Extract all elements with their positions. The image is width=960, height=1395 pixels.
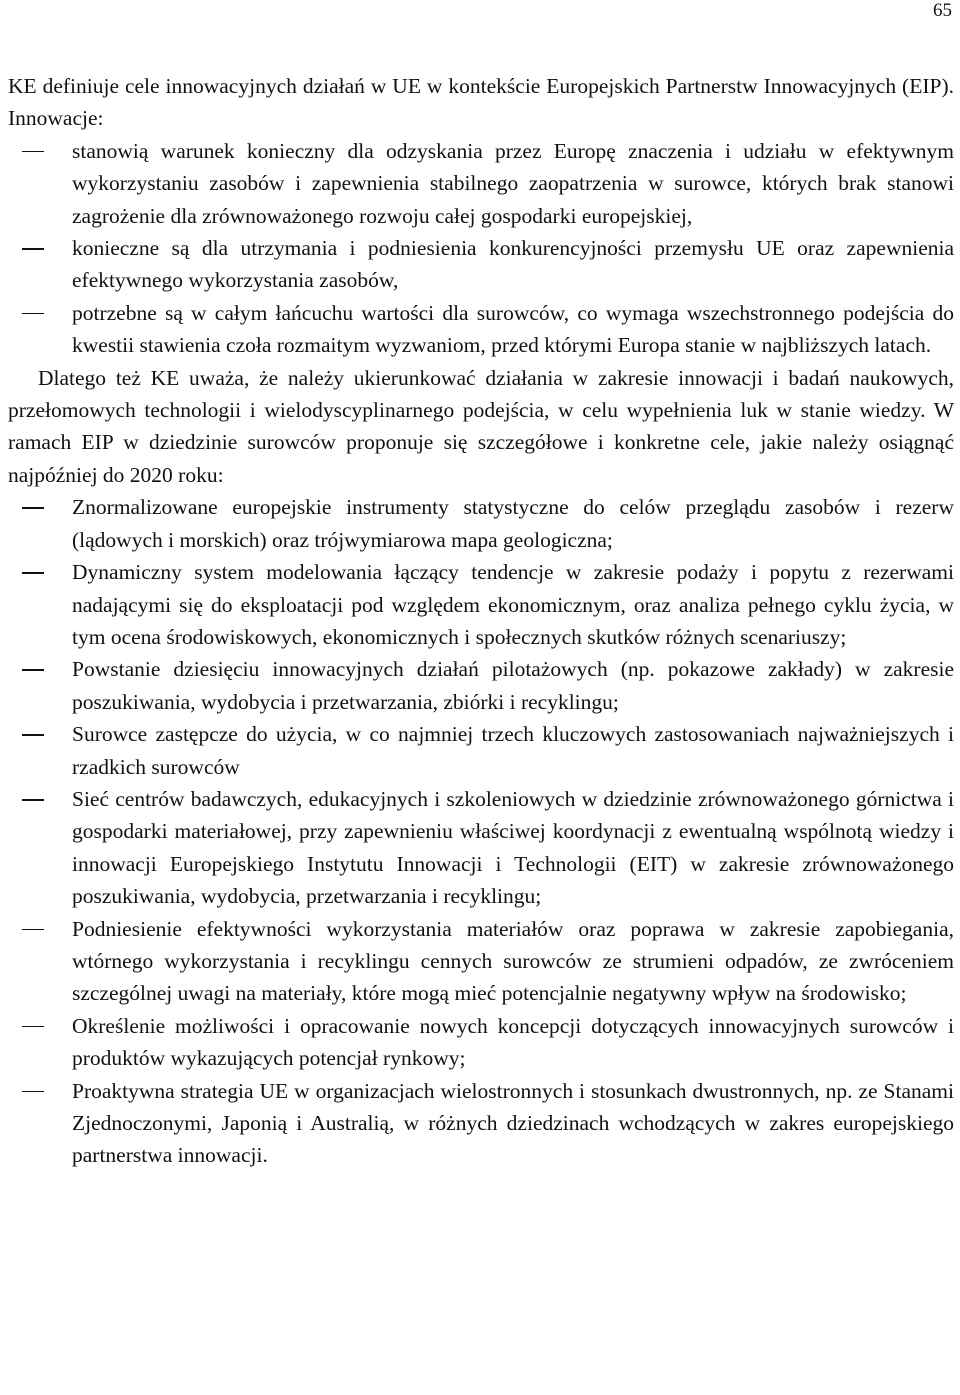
list-item [8,783,954,913]
list-item-text: Dynamiczny system modelowania łączący tendencje w zakresie podaży i popytu z rezerwami nadającymi się do eksploatacji pod względem ekonomicznym, oraz analiza pełnego cyklu życia, w tym ocena środowiskowych, ekonomicznych i społecznych skutków różnych scenariuszy; [72,560,954,649]
dash-bullet [22,1091,44,1093]
list-item-text: potrzebne są w całym łańcuchu wartości dla surowców, co wymaga wszechstronnego podejścia do kwestii stawienia czoła rozmaitym wyzwaniom, przed którymi Europa stanie w najbliższych latach. [72,300,954,358]
dash-bullet [22,151,44,153]
list-item [8,653,954,718]
list-item-text: Proaktywna strategia UE w organizacjach wielostronnych i stosunkach dwustronnych, np. ze Stanami Zjednoczonymi, Japonią i Australią, w różnych dziedzinach wchodzących w zakres europejskiego partnerstwa innowacji. [72,1078,954,1168]
list-item-text: Znormalizowane europejskie instrumenty statystyczne do celów przeglądu zasobów i rezerw (lądowych i morskich) oraz trójwymiarowa mapa geologiczna; [72,495,954,552]
dash-bullet [22,1026,44,1028]
dash-bullet [22,929,44,931]
list-item-text: Podniesienie efektywności wykorzystania materiałów oraz poprawa w zakresie zapobiegania, wtórnego wykorzystania i recyklingu cennych surowców ze strumieni odpadów, ze zwróceniem szczególnej uwagi na materiały, które mogą mieć potencjalnie negatywny wpływ na środowisko; [72,916,954,1006]
page-number: 65 [933,0,952,21]
intro-paragraph: KE definiuje cele innowacyjnych działań w UE w kontekście Europejskich Partnerstw Innowacyjnych (EIP). Innowacje: [8,74,954,131]
list-item-text: Określenie możliwości i opracowanie nowych koncepcji dotyczących innowacyjnych surowców i produktów wykazujących potencjał rynkowy; [72,1013,954,1071]
list-item [8,491,954,556]
list-item [8,1075,954,1172]
dash-bullet [22,734,44,736]
list-item-text: Sieć centrów badawczych, edukacyjnych i szkoleniowych w dziedzinie zrównoważonego górnictwa i gospodarki materiałowej, przy zapewnieniu właściwej koordynacji z ewentualną wspólnotą wiedzy i innowacji Europejskiego Instytutu Innowacji i Technologii (EIT) w zakresie zrównoważonego poszukiwania, wydobycia, przetwarzania i recyklingu; [72,786,954,909]
innovation-list [8,135,954,362]
list-item-text: konieczne są dla utrzymania i podniesienia konkurencyjności przemysłu UE oraz zapewnienia efektywnego wykorzystania zasobów, [72,236,954,293]
list-item [8,1010,954,1075]
list-item [8,556,954,653]
dash-bullet [22,572,44,574]
list-item-text: Powstanie dziesięciu innowacyjnych działań pilotażowych (np. pokazowe zakłady) w zakresie poszukiwania, wydobycia i przetwarzania, zbiórki i recyklingu; [72,657,954,714]
list-item [8,297,954,362]
list-item-text: stanowią warunek konieczny dla odzyskania przez Europę znaczenia i udziału w efektywnym wykorzystaniu zasobów i zapewnienia stabilnego zaopatrzenia w surowce, których brak stanowi zagrożenie dla zrównoważonego rozwoju całej gospodarki europejskiej, [72,138,954,228]
list-item [8,135,954,232]
list-item-text: Surowce zastępcze do użycia, w co najmniej trzech kluczowych zastosowaniach najważniejszych i rzadkich surowców [72,722,954,779]
dash-bullet [22,669,44,671]
body-paragraph: Dlatego też KE uważa, że należy ukierunkować działania w zakresie innowacji i badań naukowych, przełomowych technologii i wielodyscyplinarnego podejścia, w celu wypełnienia luk w stanie wiedzy. W ramach EIP w dziedzinie surowców proponuje się szczegółowe i konkretne cele, jakie należy osiągnąć najpóźniej do 2020 roku: [8,365,954,487]
dash-bullet [22,799,44,801]
list-item [8,718,954,783]
dash-bullet [22,248,44,250]
list-item [8,232,954,297]
dash-bullet [22,313,44,315]
goals-list [8,491,954,1172]
page-content [8,70,954,1172]
list-item [8,913,954,1010]
dash-bullet [22,507,44,509]
